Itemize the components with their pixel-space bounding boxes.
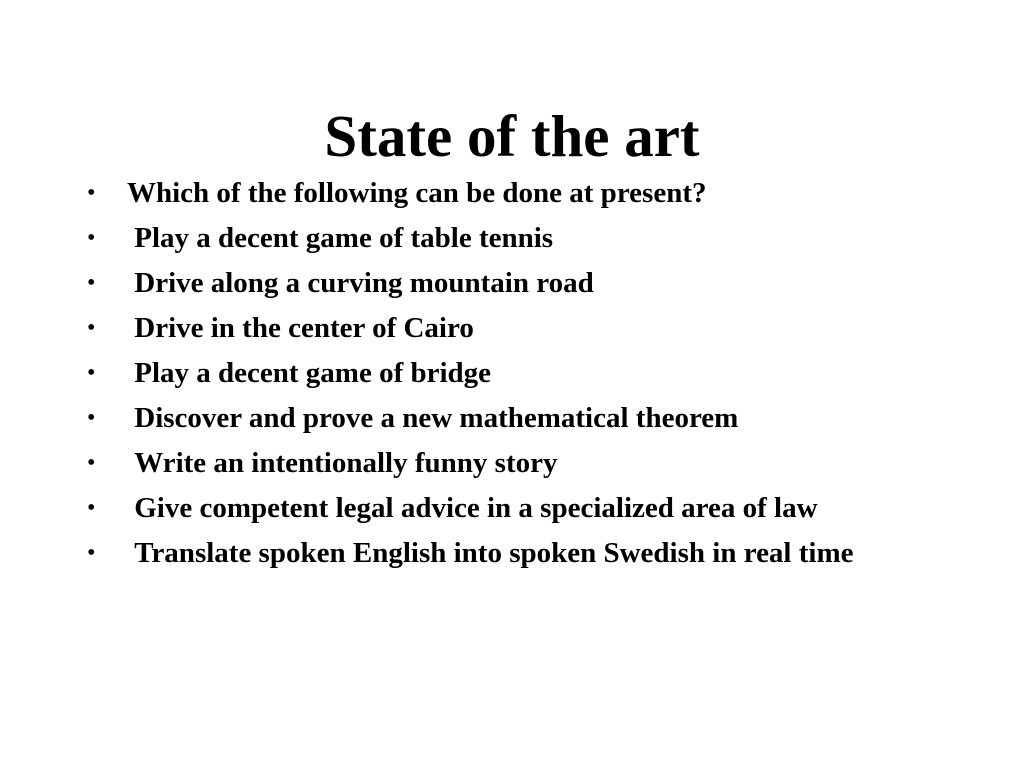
bullet-icon: • [87, 450, 96, 476]
bullet-icon: • [87, 225, 96, 251]
list-item [87, 400, 927, 436]
bullet-text: Drive in the center of Cairo [127, 312, 474, 344]
bullet-icon: • [87, 270, 96, 296]
bullet-icon: • [87, 540, 96, 566]
bullet-text: Translate spoken English into spoken Swedish in real time [127, 537, 854, 569]
bullet-icon: • [87, 495, 96, 521]
list-item [87, 535, 927, 571]
bullet-text: Play a decent game of bridge [127, 357, 492, 389]
list-item [87, 310, 927, 346]
bullet-text: Write an intentionally funny story [127, 447, 558, 479]
bullet-text: Which of the following can be done at present? [127, 177, 707, 209]
bullet-icon: • [87, 360, 96, 386]
list-item [87, 175, 927, 211]
bullet-text: Drive along a curving mountain road [127, 267, 594, 299]
bullet-icon: • [87, 180, 96, 206]
list-item [87, 220, 927, 256]
list-item [87, 445, 927, 481]
bullet-text: Discover and prove a new mathematical theorem [127, 402, 739, 434]
slide-title: State of the art [324, 103, 700, 169]
bullet-icon: • [87, 405, 96, 431]
list-item [87, 490, 927, 526]
bullet-list [87, 175, 927, 580]
bullet-text: Give competent legal advice in a specialized area of law [127, 492, 818, 524]
bullet-text: Play a decent game of table tennis [127, 222, 554, 254]
list-item [87, 355, 927, 391]
list-item [87, 265, 927, 301]
bullet-icon: • [87, 315, 96, 341]
